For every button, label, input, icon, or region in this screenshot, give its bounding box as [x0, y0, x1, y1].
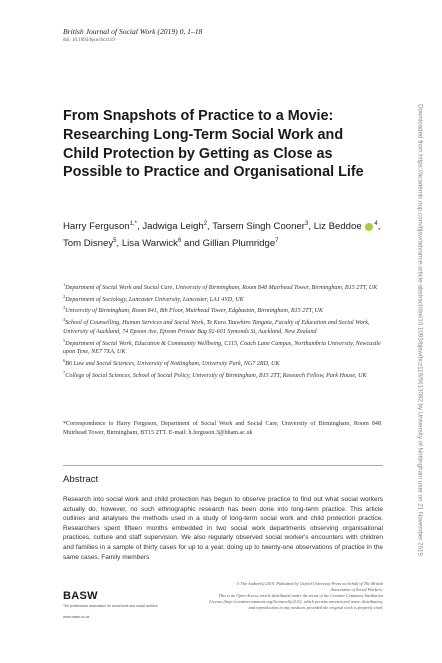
- footer-line: This is an Open Access article distributed under the terms of the Creative Commons Attribution: [218, 593, 383, 599]
- affiliation-number: 5: [63, 337, 66, 343]
- affiliation-item: [63, 357, 381, 369]
- section-divider: [63, 465, 383, 466]
- author-name[interactable]: Tarsem Singh Cooner: [212, 221, 305, 233]
- affiliation-number: 7: [63, 369, 66, 375]
- article-title: From Snapshots of Practice to a Movie: Researching Long-Term Social Work and Child Protection by Getting as Close as Possible to Practice and Organisational Life: [63, 108, 364, 181]
- abstract-text: Research into social work and child protection has begun to observe practice to find out what social workers actually do, however, no such ethnographic research has been done into long-term practice. This article outlines and analyses the methods used in a study of long-term social work and child protection practice. Researchers spent fifteen months embedded in two social work departments observing organisational practices, culture and staff supervision. We also regularly observed social worker's encounters with children and families in a sample of thirty cases for up to a year, doing up to twenty-one observations of practice in the same cases. Family members: [63, 496, 383, 561]
- affiliation-number: 1: [63, 282, 66, 287]
- footer-line: Association of Social Workers.: [330, 587, 383, 593]
- basw-logo: BASW: [63, 590, 98, 602]
- affiliation-number: 4: [63, 317, 66, 323]
- author-name[interactable]: Tom Disney: [63, 238, 114, 250]
- author-affiliation-marker: 4: [374, 221, 378, 227]
- basw-logo-subtitle: The professional association for social work and social workers: [63, 604, 158, 608]
- download-notice: Downloaded from https://academic.oup.com/bjsw/advance-article-abstract/doi/10.1093/bjsw/bcz119/5613082 by University of Nottingham user on 21 November 2019: [416, 104, 424, 556]
- author-name[interactable]: Jadwiga Leigh: [142, 221, 204, 233]
- abstract-heading: Abstract: [63, 474, 99, 485]
- affiliation-text: College of Social Sciences, School of Social Policy, University of Birmingham, B15 2TT, Research Fellow, Park House, UK: [65, 372, 367, 379]
- affiliation-number: 3: [63, 305, 66, 311]
- author-affiliation-marker: 5: [113, 238, 117, 245]
- author-affiliation-marker: 6: [177, 238, 182, 245]
- author-name[interactable]: Liz Beddoe: [313, 221, 362, 233]
- footer-line: © The Author(s) 2019. Published by Oxford University Press on behalf of The British: [236, 581, 383, 586]
- affiliation-text: Department of Sociology, Lancaster University, Lancaster, LA1 4YD, UK: [65, 296, 244, 303]
- affiliation-item: [63, 337, 381, 357]
- footer-line: License (http://creativecommons.org/licenses/by/4.0/), which permits unrestricted reuse, distribution,: [209, 599, 383, 605]
- footer-line: and reproduction in any medium, provided the original work is properly cited.: [248, 605, 383, 611]
- affiliation-number: 6: [63, 358, 66, 364]
- affiliation-item: [63, 316, 381, 336]
- affiliation-item: [63, 293, 381, 305]
- correspondence-note: *Correspondence to Harry Ferguson, Department of Social Work and Social Care, University of Birmingham, Room 848 Muirhead Tower, Birmingham, BT15 2TT. E-mail: h.ferguson.3@bham.ac.uk: [63, 421, 381, 436]
- affiliation-text: School of Counselling, Human Services and Social Work, Te Kura Tauwhiro Tangata, Faculty of Education and Social Work, University of Auckland, 74 Epsom Ave, Epsom Private Bag 92-601 Symonds St, Auckland, New Zealand: [63, 320, 370, 335]
- author-affiliation-marker: 7: [275, 238, 279, 245]
- affiliation-text: B6 Law and Social Sciences, University of Nottingham, University Park, NG7 2RD, UK: [65, 361, 280, 368]
- affiliation-text: Department of Social Work, Education & Community Wellbeing, C115, Coach Lane Campus, Northumbria University, Newcastle upon Tyne, NE7 7XA, UK: [63, 340, 381, 356]
- affiliation-text: Department of Social Work and Social Care, University of Birmingham, Room 848 Muirhead Tower, Birmingham, B15 2TT, UK: [65, 285, 378, 292]
- author-affiliation-marker: 2: [203, 221, 208, 227]
- affiliation-list: [63, 281, 381, 381]
- doi[interactable]: doi: 10.1093/bjsw/bcz119: [63, 38, 115, 43]
- author-name[interactable]: Harry Ferguson: [63, 221, 130, 233]
- journal-citation: British Journal of Social Work (2019) 0, 1–18: [63, 27, 203, 36]
- author-affiliation-marker: 3: [305, 221, 309, 227]
- affiliation-item: [63, 281, 381, 293]
- author-name[interactable]: Lisa Warwick: [121, 238, 178, 250]
- orcid-icon[interactable]: [365, 223, 373, 231]
- affiliation-number: 2: [63, 293, 66, 299]
- author-list: Harry Ferguson$^{1,*}$, Jadwiga Leigh$^2$, Tarsem Singh Cooner$^3$, Liz Beddoe $^4$, Tom Disney$^5$, Lisa Warwick$^6$ and Gillian Plumridge$^7$: [63, 221, 381, 250]
- author-affiliation-marker: 1,*: [129, 221, 137, 227]
- affiliation-item: [63, 369, 381, 381]
- copyright-footer: [140, 581, 383, 611]
- basw-url[interactable]: www.basw.co.uk: [63, 615, 90, 619]
- author-name[interactable]: Gillian Plumridge: [202, 238, 276, 250]
- affiliation-item: [63, 304, 381, 316]
- affiliation-text: University of Birmingham, Room 841, 8th Floor, Muirhead Tower, Edgbaston, Birmingham, B15 2TT, UK: [65, 308, 324, 315]
